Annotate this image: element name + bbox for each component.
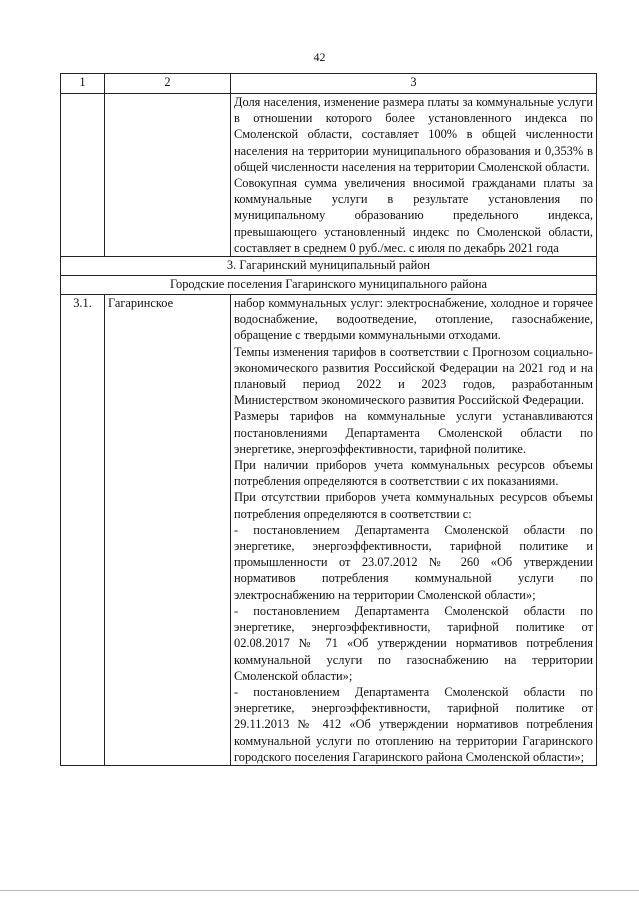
section-title: 3. Гагаринский муниципальный район xyxy=(61,257,597,276)
paragraph: Размеры тарифов на коммунальные услуги устанавливаются постановлениями Департамента Смоленской области по энергетике, энергоэффективности, тарифной политике. xyxy=(234,409,593,456)
subsection-title-row xyxy=(61,276,597,295)
paragraph: При отсутствии приборов учета коммунальных ресурсов объемы потребления определяются в соответствии с: xyxy=(234,490,593,521)
subsection-title: Городские поселения Гагаринского муниципального района xyxy=(61,276,597,295)
header-col-3: 3 xyxy=(231,74,597,94)
settlement-cell xyxy=(105,94,231,257)
table-header-row xyxy=(61,74,597,94)
paragraph: При наличии приборов учета коммунальных ресурсов объемы потребления определяются в соответствии с их показаниями. xyxy=(234,458,593,489)
row-number-cell: 3.1. xyxy=(61,295,105,766)
document-table xyxy=(60,73,597,766)
page-number: 42 xyxy=(313,50,326,64)
section-title-row xyxy=(61,257,597,276)
paragraph: - постановлением Департамента Смоленской области по энергетике, энергоэффективности, тарифной политике и промышленности от 23.07.2012 № 260 «Об утверждении нормативов потребления коммунальной услуги по электроснабжению на территории Смоленской области»; xyxy=(234,522,593,602)
page-bottom-edge xyxy=(0,890,639,891)
settlement-cell: Гагаринское xyxy=(105,295,231,766)
paragraph: - постановлением Департамента Смоленской области по энергетике, энергоэффективности, тарифной политике от 29.11.2013 № 412 «Об утверждении нормативов потребления коммунальной услуги по отоплению на территории Гагаринского городского поселения Гагаринского района Смоленской области»; xyxy=(234,684,593,764)
description-cell xyxy=(231,295,597,766)
description-cell xyxy=(231,94,597,257)
table-row-continuation xyxy=(61,94,597,257)
paragraph: - постановлением Департамента Смоленской области по энергетике, энергоэффективности, тарифной политике от 02.08.2017 № 71 «Об утверждении нормативов потребления коммунальной услуги по газоснабжению на территории Смоленской области»; xyxy=(234,603,593,683)
paragraph: Темпы изменения тарифов в соответствии с Прогнозом социально-экономического развития Российской Федерации на 2021 год и на плановый период 2022 и 2023 годов, разработанным Министерством экономического развития Российской Федерации. xyxy=(234,344,593,408)
paragraph: Совокупная сумма увеличения вносимой гражданами платы за коммунальные услуги в результате установления по муниципальному образованию предельного индекса, превышающего установленный индекс по Смоленской области, составляет в среднем 0 руб./мес. с июля по декабрь 2021 года xyxy=(234,176,593,255)
row-number-cell xyxy=(61,94,105,257)
paragraph: Доля населения, изменение размера платы за коммунальные услуги в отношении которого более установленного индекса по Смоленской области, составляет 100% в общей численности населения на территории муниципального образования и 0,353% в общей численности населения на территории Смоленской области. xyxy=(234,95,593,174)
header-col-1: 1 xyxy=(61,74,105,94)
paragraph: набор коммунальных услуг: электроснабжение, холодное и горячее водоснабжение, водоотведение, отопление, газоснабжение, обращение с твердыми коммунальными отходами. xyxy=(234,296,593,343)
header-col-2: 2 xyxy=(105,74,231,94)
table-row-3-1 xyxy=(61,295,597,766)
